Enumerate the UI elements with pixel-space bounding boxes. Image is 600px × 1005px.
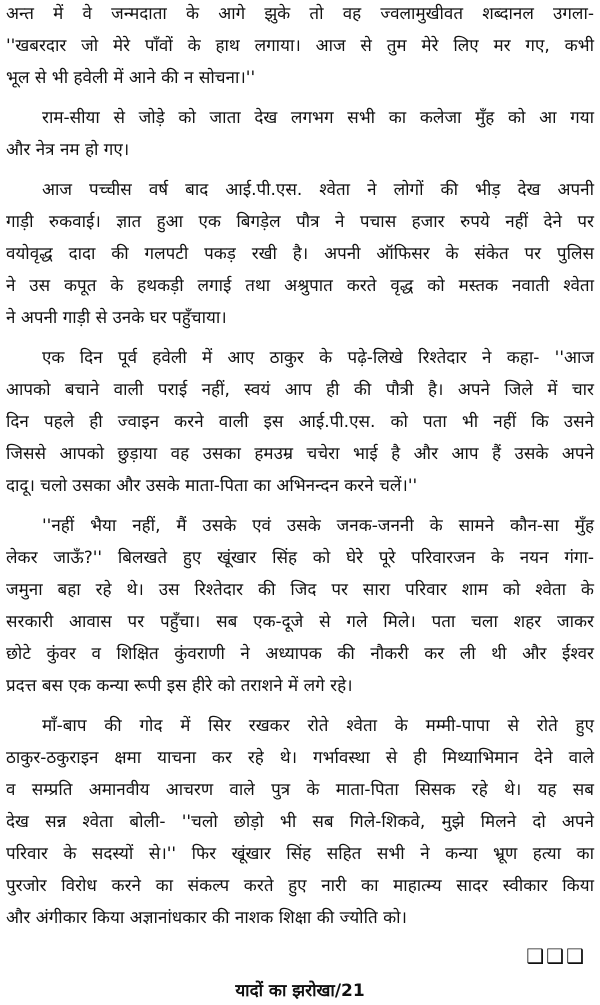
- text-line: एक दिन पूर्व हवेली में आए ठाकुर के पढ़े-लिखे रिश्तेदार ने कहा- ''आज: [42, 348, 594, 368]
- text-line: ''नहीं भैया नहीं, मैं उसके एवं उसके जनक-जननी के सामने कौन-सा मुँह: [42, 516, 594, 536]
- text-line: ने अपनी गाड़ी से उनके घर पहुँचाया।: [6, 308, 227, 328]
- text-line: ठाकुर-ठकुराइन क्षमा याचना कर रहे थे। गर्भावस्था से ही मिथ्याभिमान देने वाले: [6, 748, 594, 768]
- text-line: आपको बचाने वाली पराई नहीं, स्वयं आप ही की पौत्री है। अपने जिले में चार: [6, 380, 594, 400]
- text-line: और नेत्र नम हो गए।: [6, 140, 130, 160]
- page-footer: यादों का झरोखा/21: [235, 981, 365, 1001]
- text-line: लेकर जाऊँ?'' बिलखते हुए खूंखार सिंह को घेरे पूरे परिवारजन के नयन गंगा-: [6, 548, 594, 568]
- text-line: परिवार के सदस्यों से।'' फिर खूंखार सिंह सहित सभी ने कन्या भ्रूण हत्या का: [6, 844, 594, 864]
- text-line: छोटे कुंवर व शिक्षित कुंवराणी ने अध्यापक की नौकरी कर ली थी और ईश्वर: [6, 644, 594, 664]
- text-line: व सम्प्रति अमानवीय आचरण वाले पुत्र के माता-पिता सिसक रहे थे। यह सब: [6, 780, 594, 800]
- text-line: पुरजोर विरोध करने का संकल्प करते हुए नारी का माहात्म्य सादर स्वीकार किया: [6, 876, 594, 896]
- text-line: जमुना बहा रहे थे। उस रिश्तेदार की जिद पर सारा परिवार शाम को श्वेता के: [6, 580, 594, 600]
- text-line: भूल से भी हवेली में आने की न सोचना।'': [6, 68, 256, 88]
- text-line: सरकारी आवास पर पहुँचा। सब एक-दूजे से गले मिले। पता चला शहर जाकर: [6, 612, 594, 632]
- text-line: जिससे आपको छुड़ाया वह उसका हमउम्र चचेरा भाई है और आप हैं उसके अपने: [6, 444, 594, 464]
- text-line: आज पच्चीस वर्ष बाद आई.पी.एस. श्वेता ने लोगों की भीड़ देख अपनी: [42, 180, 594, 200]
- text-line: ''खबरदार जो मेरे पाँवों के हाथ लगाया। आज से तुम मेरे लिए मर गए, कभी: [6, 36, 594, 56]
- text-line: गाड़ी रुकवाई। ज्ञात हुआ एक बिगड़ेल पौत्र ने पचास हजार रुपये नहीं देने पर: [6, 212, 594, 232]
- text-line: और अंगीकार किया अज्ञानांधकार की नाशक शिक्षा की ज्योति को।: [6, 908, 407, 928]
- text-line: प्रदत्त बस एक कन्या रूपी इस हीरे को तराशने में लगे रहे।: [6, 676, 353, 696]
- text-line: अन्त में वे जन्मदाता के आगे झुके तो वह ज्वलामुखीवत शब्दानल उगला-: [6, 4, 594, 24]
- text-line: राम-सीया से जोड़े को जाता देख लगभग सभी का कलेजा मुँह को आ गया: [42, 108, 594, 128]
- section-end-mark: ❑❑❑: [526, 944, 586, 968]
- text-line: माँ-बाप की गोद में सिर रखकर रोते श्वेता के मम्मी-पापा से रोते हुए: [42, 716, 594, 736]
- text-line: वयोवृद्ध दादा की गलपटी पकड़ रखी है। अपनी ऑफिसर के संकेत पर पुलिस: [6, 244, 594, 264]
- text-line: दादू। चलो उसका और उसके माता-पिता का अभिनन्दन करने चलें।'': [6, 476, 418, 496]
- text-line: दिन पहले ही ज्वाइन करने वाली इस आई.पी.एस. को पता भी नहीं कि उसने: [6, 412, 594, 432]
- text-line: देख सन्न श्वेता बोली- ''चलो छोड़ो भी सब गिले-शिकवे, मुझे मिलने दो अपने: [6, 812, 594, 832]
- text-line: ने उस कपूत के हथकड़ी लगाई तथा अश्रुपात करते वृद्ध को मस्तक नवाती श्वेता: [6, 276, 594, 296]
